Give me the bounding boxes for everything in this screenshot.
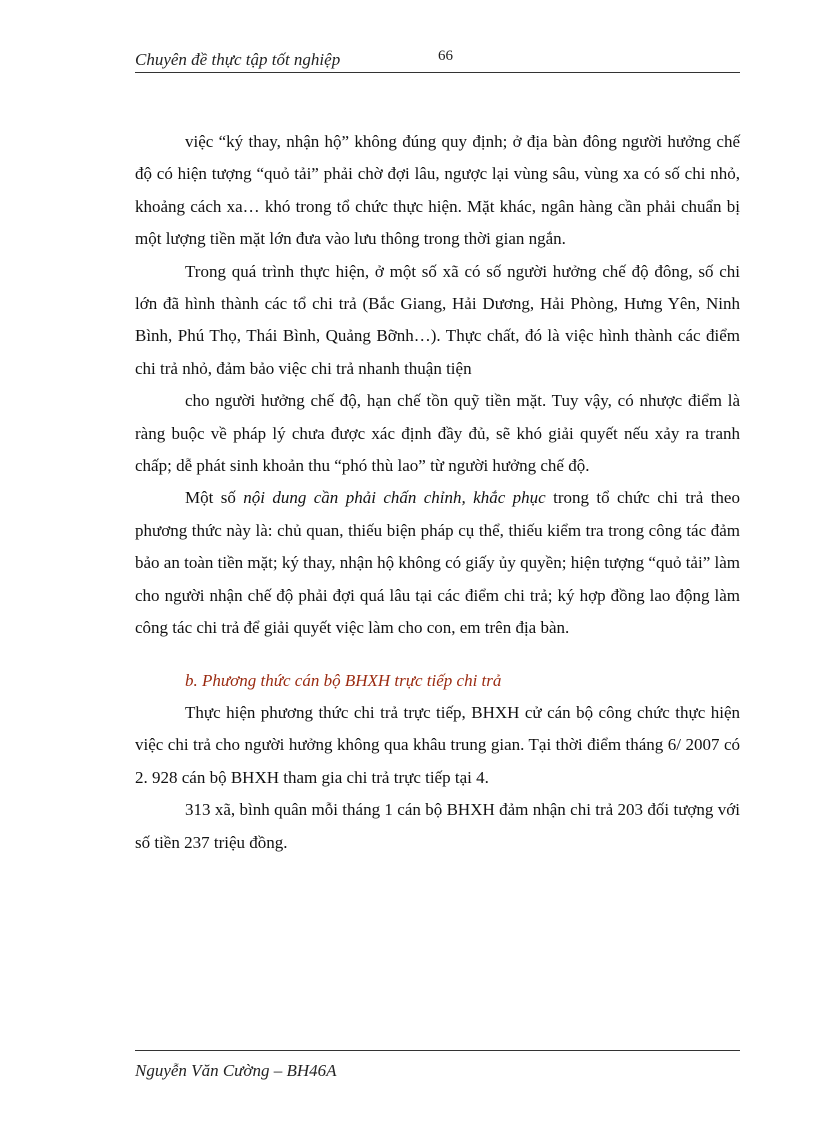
paragraph-3: cho người hưởng chế độ, hạn chế tồn quỹ tiền mặt. Tuy vậy, có nhược điểm là ràng buộc về pháp lý chưa được xác định đầy đủ, sẽ khó giải quyết nếu xảy ra tranh chấp; dễ phát sinh khoản thu “phó thù lao” từ người hưởng chế độ. — [135, 391, 740, 476]
paragraph-4-lead: Một số — [185, 488, 244, 508]
section-heading-b: b. Phương thức cán bộ BHXH trực tiếp chi trả — [185, 670, 502, 690]
header-title: Chuyên đề thực tập tốt nghiệp — [135, 50, 341, 69]
paragraph-4-emphasis: nội dung cần phải chấn chỉnh, khắc phục — [243, 488, 546, 508]
paragraph-1: việc “ký thay, nhận hộ” không đúng quy định; ở địa bàn đông người hưởng chế độ có hiện tượng “quỏ tải” phải chờ đợi lâu, ngược lại vùng sâu, vùng xa có số chi nhỏ, khoảng cách xa… khó trong tổ chức thực hiện. Mặt khác, ngân hàng cần phải chuẩn bị một lượng tiền mặt lớn đưa vào lưu thông trong thời gian ngắn. — [135, 132, 740, 249]
paragraph-4-rest: trong tổ chức chi trả theo phương thức này là: chủ quan, thiếu biện pháp cụ thể, thiếu kiểm tra trong công tác đảm bảo an toàn tiền mặt; ký thay, nhận hộ không có giấy ủy quyền; hiện tượng “quỏ tải” làm cho người nhận chế độ phải đợi quá lâu tại các điểm chi trả; ký hợp đồng lao động làm công tác chi trả để giải quyết việc làm cho con, em trên địa bàn. — [135, 488, 740, 638]
page-header — [135, 48, 740, 73]
paragraph-4 — [135, 482, 740, 644]
paragraph-5: Thực hiện phương thức chi trả trực tiếp, BHXH cử cán bộ công chức thực hiện việc chi trả cho người hưởng không qua khâu trung gian. Tại thời điểm tháng 6/ 2007 có 2. 928 cán bộ BHXH tham gia chi trả trực tiếp tại 4. — [135, 702, 740, 787]
body-text — [135, 126, 740, 859]
page-footer — [135, 1050, 740, 1080]
paragraph-6: 313 xã, bình quân mỗi tháng 1 cán bộ BHXH đảm nhận chi trả 203 đối tượng với số tiền 237 triệu đồng. — [135, 800, 740, 852]
footer-author: Nguyễn Văn Cường – BH46A — [135, 1061, 337, 1080]
paragraph-2: Trong quá trình thực hiện, ở một số xã có số người hưởng chế độ đông, số chi lớn đã hình thành các tổ chi trả (Bắc Giang, Hải Dương, Hải Phòng, Hưng Yên, Ninh Bình, Phú Thọ, Thái Bình, Quảng Bỡnh…). Thực chất, đó là việc hình thành các điểm chi trả nhỏ, đảm bảo việc chi trả nhanh thuận tiện — [135, 261, 740, 378]
page-number: 66 — [438, 48, 453, 64]
